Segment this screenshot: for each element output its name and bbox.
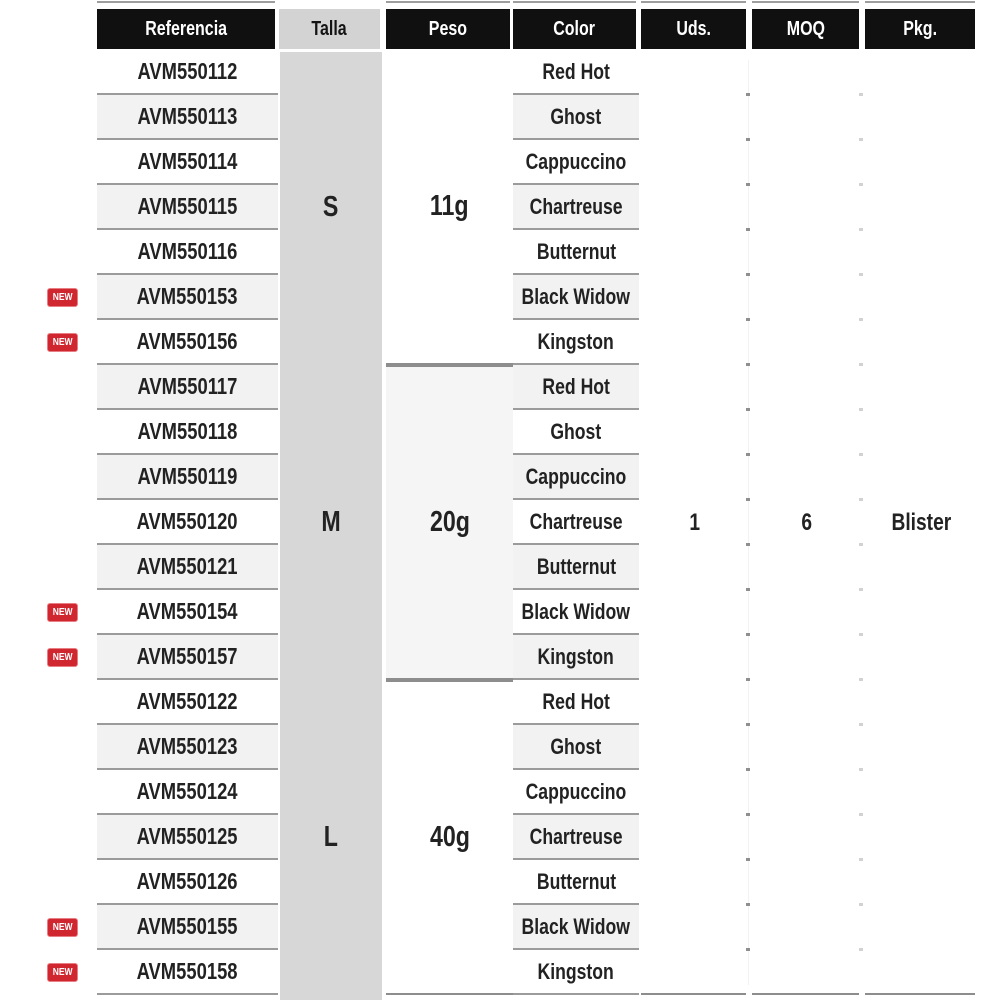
uds-merged-value (641, 500, 749, 545)
talla-value (279, 680, 383, 995)
row-boundary-dot (746, 228, 750, 231)
row-boundary-dot (746, 633, 750, 636)
row-boundary-dot (746, 588, 750, 591)
color-name-text: Red Hot (542, 58, 610, 84)
row-boundary-dot (859, 228, 863, 231)
referencia-text: AVM550114 (137, 148, 238, 174)
referencia-cell (97, 680, 278, 725)
row-boundary-dot (746, 768, 750, 771)
column-header-pkg (865, 9, 975, 49)
color-cell (513, 545, 639, 590)
row-boundary-dot (746, 183, 750, 186)
pkg-merged-value (865, 500, 978, 545)
referencia-text: AVM550117 (137, 373, 238, 399)
moq-merged-value (752, 500, 862, 545)
referencia-text: AVM550153 (137, 283, 238, 309)
color-cell (513, 50, 639, 95)
referencia-cell (97, 230, 278, 275)
row-boundary-dot (746, 318, 750, 321)
referencia-cell (97, 185, 278, 230)
moq-value-text: 6 (801, 508, 813, 536)
referencia-text: AVM550125 (137, 823, 238, 849)
row-boundary-dot (859, 813, 863, 816)
uds-value-text: 1 (689, 508, 701, 536)
color-cell (513, 815, 639, 860)
color-name-text: Ghost (550, 733, 602, 759)
row-boundary-dot (746, 813, 750, 816)
row-boundary-dot (746, 93, 750, 96)
row-boundary-dot (746, 948, 750, 951)
row-boundary-dot (746, 858, 750, 861)
row-boundary-dot (746, 678, 750, 681)
color-name-text: Cappuccino (525, 148, 627, 174)
color-cell (513, 635, 639, 680)
color-name-text: Black Widow (521, 598, 631, 624)
referencia-cell (97, 455, 278, 500)
row-boundary-dot (859, 588, 863, 591)
peso-merged-cell (386, 680, 513, 995)
referencia-cell (97, 275, 278, 320)
row-boundary-dot (746, 363, 750, 366)
row-boundary-dot (746, 408, 750, 411)
referencia-cell (97, 905, 278, 950)
referencia-cell (97, 635, 278, 680)
color-name-text: Kingston (537, 328, 615, 354)
referencia-cell (97, 50, 278, 95)
color-name-text: Butternut (536, 553, 616, 579)
bottom-border-segment (752, 993, 859, 995)
bottom-border-segment (865, 993, 975, 995)
new-badge (47, 918, 78, 937)
row-boundary-dot (746, 138, 750, 141)
row-boundary-dot (859, 318, 863, 321)
referencia-cell (97, 770, 278, 815)
referencia-text: AVM550113 (137, 103, 238, 129)
new-badge-label: NEW (52, 337, 73, 348)
color-cell (513, 725, 639, 770)
referencia-cell (97, 95, 278, 140)
pkg-value-text: Blister (891, 508, 952, 536)
top-border-segment (752, 1, 859, 3)
color-cell (513, 860, 639, 905)
new-badge (47, 603, 78, 622)
color-name-text: Butternut (536, 238, 616, 264)
row-boundary-dot (859, 858, 863, 861)
peso-value-text: 20g (429, 506, 470, 538)
color-cell (513, 365, 639, 410)
talla-value-text: S (323, 191, 339, 223)
referencia-text: AVM550126 (137, 868, 238, 894)
row-boundary-dot (746, 723, 750, 726)
row-boundary-dot (859, 768, 863, 771)
color-cell (513, 455, 639, 500)
referencia-text: AVM550156 (137, 328, 238, 354)
color-name-text: Cappuccino (525, 778, 627, 804)
color-cell (513, 905, 639, 950)
peso-merged-cell (386, 50, 513, 365)
row-boundary-dot (859, 903, 863, 906)
referencia-text: AVM550119 (137, 463, 238, 489)
referencia-text: AVM550121 (137, 553, 238, 579)
top-border-segment (865, 1, 975, 3)
column-header-talla-label: Talla (311, 17, 348, 40)
color-name-text: Chartreuse (529, 823, 623, 849)
color-name-text: Kingston (537, 643, 615, 669)
referencia-text: AVM550157 (137, 643, 238, 669)
column-header-color-label: Color (553, 17, 596, 40)
color-cell (513, 95, 639, 140)
row-boundary-dot (859, 273, 863, 276)
top-border-segment (386, 1, 510, 3)
new-badge (47, 648, 78, 667)
referencia-cell (97, 410, 278, 455)
row-boundary-dot (859, 93, 863, 96)
color-name-text: Cappuccino (525, 463, 627, 489)
color-name-text: Black Widow (521, 913, 631, 939)
color-name-text: Black Widow (521, 283, 631, 309)
color-cell (513, 185, 639, 230)
peso-value-text: 11g (430, 190, 469, 222)
referencia-cell (97, 725, 278, 770)
color-cell (513, 770, 639, 815)
column-header-moq-label: MOQ (786, 17, 825, 40)
new-badge-label: NEW (52, 607, 73, 618)
referencia-text: AVM550122 (137, 688, 238, 714)
new-badge-label: NEW (52, 652, 73, 663)
referencia-cell (97, 500, 278, 545)
column-header-peso (386, 9, 510, 49)
row-boundary-dot (859, 948, 863, 951)
row-boundary-dot (859, 363, 863, 366)
column-header-peso-label: Peso (428, 17, 468, 40)
row-boundary-dot (859, 408, 863, 411)
column-header-ref-label: Referencia (145, 17, 227, 40)
color-name-text: Chartreuse (529, 193, 623, 219)
peso-value-text: 40g (429, 821, 470, 853)
referencia-cell (97, 950, 278, 995)
color-cell (513, 500, 639, 545)
color-cell (513, 320, 639, 365)
column-header-moq (752, 9, 859, 49)
new-badge-label: NEW (52, 922, 73, 933)
referencia-cell (97, 140, 278, 185)
referencia-text: AVM550118 (137, 418, 238, 444)
talla-value (279, 365, 383, 680)
referencia-text: AVM550124 (137, 778, 238, 804)
referencia-text: AVM550158 (137, 958, 238, 984)
talla-value (279, 50, 383, 365)
color-name-text: Ghost (550, 418, 602, 444)
referencia-text: AVM550123 (137, 733, 238, 759)
referencia-cell (97, 365, 278, 410)
row-boundary-dot (859, 633, 863, 636)
top-border-segment (513, 1, 636, 3)
column-header-color (513, 9, 636, 49)
referencia-text: AVM550120 (137, 508, 238, 534)
bottom-border-segment (641, 993, 746, 995)
row-boundary-dot (746, 453, 750, 456)
row-boundary-dot (859, 678, 863, 681)
talla-value-text: L (323, 821, 339, 853)
new-badge (47, 963, 78, 982)
new-badge-label: NEW (52, 967, 73, 978)
color-name-text: Kingston (537, 958, 615, 984)
row-boundary-dot (859, 183, 863, 186)
row-boundary-dot (859, 138, 863, 141)
top-border-segment (97, 1, 275, 3)
referencia-text: AVM550112 (137, 58, 238, 84)
referencia-cell (97, 590, 278, 635)
peso-merged-cell (386, 365, 513, 680)
row-boundary-dot (746, 903, 750, 906)
color-name-text: Butternut (536, 868, 616, 894)
column-header-uds-label: Uds. (676, 17, 711, 40)
color-name-text: Red Hot (542, 373, 610, 399)
referencia-text: AVM550116 (137, 238, 238, 264)
column-header-uds (641, 9, 746, 49)
row-boundary-dot (746, 273, 750, 276)
color-name-text: Ghost (550, 103, 602, 129)
color-cell (513, 230, 639, 275)
new-badge-label: NEW (52, 292, 73, 303)
referencia-cell (97, 860, 278, 905)
color-name-text: Chartreuse (529, 508, 623, 534)
top-border-segment (641, 1, 746, 3)
referencia-text: AVM550115 (137, 193, 238, 219)
color-cell (513, 140, 639, 185)
column-header-talla (279, 9, 380, 49)
new-badge (47, 333, 78, 352)
color-cell (513, 680, 639, 725)
color-cell (513, 410, 639, 455)
referencia-cell (97, 320, 278, 365)
talla-value-text: M (321, 506, 341, 538)
referencia-text: AVM550154 (137, 598, 238, 624)
color-cell (513, 275, 639, 320)
row-boundary-dot (859, 723, 863, 726)
referencia-cell (97, 545, 278, 590)
column-header-pkg-label: Pkg. (903, 17, 937, 40)
referencia-text: AVM550155 (137, 913, 238, 939)
row-boundary-dot (859, 453, 863, 456)
color-cell (513, 590, 639, 635)
column-header-ref (97, 9, 275, 49)
color-cell (513, 950, 639, 995)
referencia-cell (97, 815, 278, 860)
new-badge (47, 288, 78, 307)
color-name-text: Red Hot (542, 688, 610, 714)
